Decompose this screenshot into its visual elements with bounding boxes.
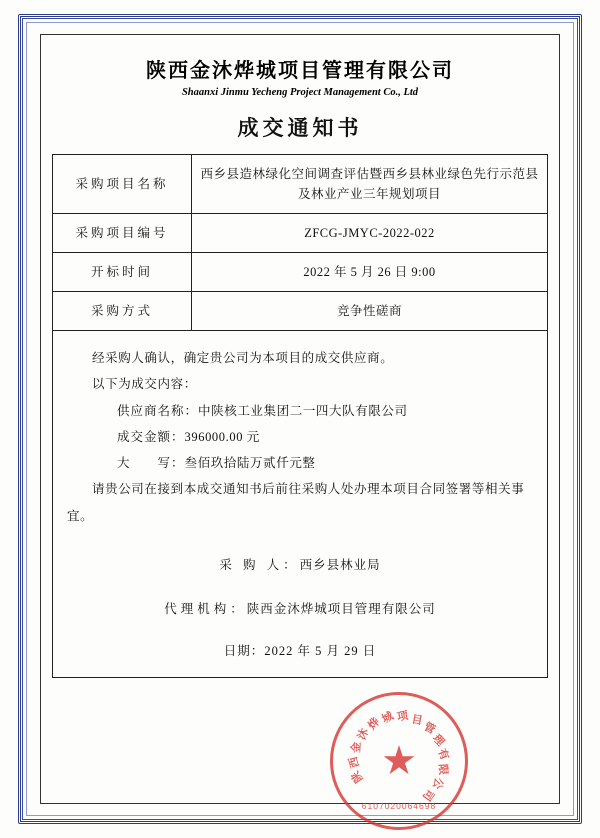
table-row <box>53 155 548 214</box>
amount-chinese-label: 大 写： <box>117 456 185 470</box>
table-row <box>53 253 548 292</box>
seal-code: 6107020064698 <box>361 801 437 811</box>
row-value-project-name: 西乡县造林绿化空间调查评估暨西乡县林业绿色先行示范县及林业产业三年规划项目 <box>192 155 548 214</box>
agency-label: 代理机构： <box>164 601 247 616</box>
notice-paragraph: 请贵公司在接到本成交通知书后前往采购人处办理本项目合同签署等相关事宜。 <box>67 482 525 523</box>
seal-ring-text: 陕 西 金 沐 烨 城 项 目 管 理 有 限 公 司 <box>347 709 451 803</box>
buyer-label: 采 购 人： <box>219 557 300 572</box>
organization-name-english: Shaanxi Jinmu Yecheng Project Management Co., Ltd <box>181 87 419 98</box>
document-content <box>52 44 548 794</box>
amount-label: 成交金额： <box>117 429 185 444</box>
row-label-project-number: 采购项目编号 <box>53 214 192 253</box>
confirmation-paragraph: 经采购人确认，确定贵公司为本项目的成交供应商。 <box>92 351 394 365</box>
buyer-value: 西乡县林业局 <box>299 557 381 572</box>
supplier-value: 中陕核工业集团二一四大队有限公司 <box>198 403 408 418</box>
amount-line <box>67 424 533 450</box>
date-row <box>67 641 533 659</box>
intro-paragraph: 以下为成交内容： <box>92 377 197 392</box>
row-label-procurement-method: 采购方式 <box>53 292 192 331</box>
document-body <box>52 331 548 678</box>
row-value-procurement-method: 竞争性磋商 <box>192 292 548 331</box>
row-label-bid-open-time: 开标时间 <box>53 253 192 292</box>
row-value-project-number: ZFCG-JMYC-2022-022 <box>192 214 548 253</box>
agency-signature-row <box>67 599 533 617</box>
amount-chinese-value: 叁佰玖拾陆万贰仟元整 <box>184 456 316 470</box>
supplier-line <box>67 398 533 424</box>
star-icon: ★ <box>381 738 417 783</box>
amount-chinese-line <box>67 450 533 476</box>
row-label-project-name: 采购项目名称 <box>53 155 192 214</box>
date-value: 2022 年 5 月 29 日 <box>264 643 377 658</box>
document-title: 成交通知书 <box>237 116 363 140</box>
agency-value: 陕西金沐烨城项目管理有限公司 <box>246 601 436 616</box>
table-row <box>53 214 548 253</box>
supplier-label: 供应商名称： <box>117 403 199 418</box>
table-row <box>53 292 548 331</box>
date-label: 日期： <box>223 643 265 658</box>
row-value-bid-open-time: 2022 年 5 月 26 日 9:00 <box>192 253 548 292</box>
organization-name: 陕西金沐烨城项目管理有限公司 <box>146 60 454 82</box>
project-info-table <box>52 154 548 331</box>
buyer-signature-row <box>67 555 533 573</box>
amount-value: 396000.00 元 <box>184 429 260 444</box>
